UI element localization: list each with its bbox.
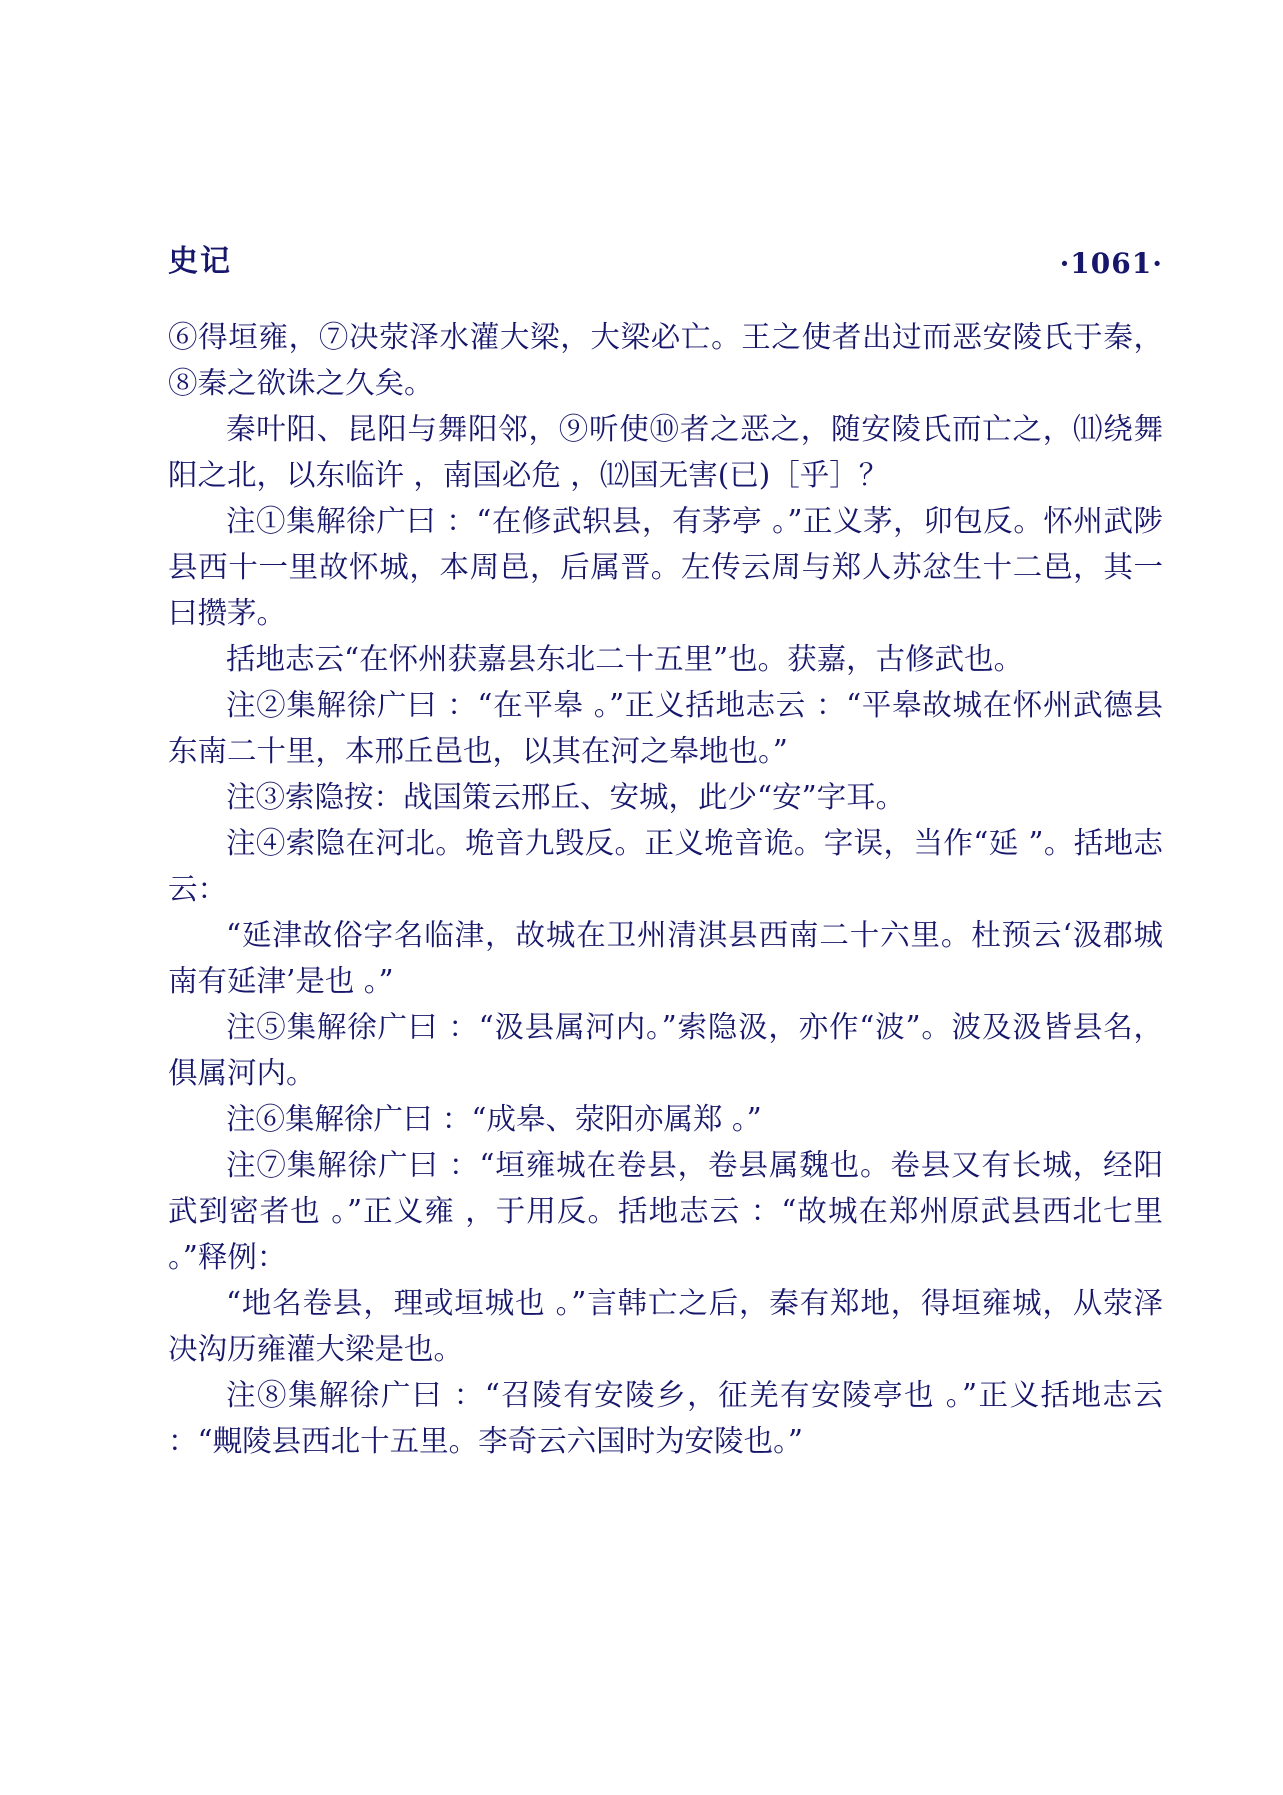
page-number: ·1061· — [1059, 247, 1163, 280]
paragraph: 注①集解徐广曰 ：“在修武轵县，有茅亭 。”正义茅，卯包反。怀州武陟县西十一里故怀城，本周邑，后属晋。左传云周与郑人苏忿生十二邑，其一曰攒茅。 — [168, 504, 1163, 630]
paragraph: ⑥得垣雍，⑦决荥泽水灌大梁，大梁必亡。王之使者出过而恶安陵氏于秦，⑧秦之欲诛之久矣。 — [168, 320, 1163, 400]
paragraph: 注⑦集解徐广曰 ：“垣雍城在卷县，卷县属魏也。卷县又有长城，经阳武到密者也 。”正义雍 ，于用反。括地志云 ：“故城在郑州原武县西北七里 。”释例： — [168, 1148, 1163, 1274]
paragraph: 注②集解徐广曰 ：“在平皋 。”正义括地志云 ：“平皋故城在怀州武德县东南二十里，本邢丘邑也，以其在河之皋地也。” — [168, 688, 1163, 768]
paragraph: 注③索隐按：战国策云邢丘、安城，此少“安”字耳。 — [226, 780, 906, 814]
page-body — [168, 314, 1163, 1464]
paragraph: 注④索隐在河北。垝音九毁反。正义垝音诡。字误，当作“延 ”。括地志云： — [168, 826, 1163, 906]
paragraph: 括地志云“在怀州获嘉县东北二十五里”也。获嘉，古修武也。 — [226, 642, 1024, 676]
book-title: 史记 — [168, 244, 232, 279]
paragraph: 注⑧集解徐广曰 ：“召陵有安陵乡，征羌有安陵亭也 。”正义括地志云 ：“覥陵县西北十五里。李奇云六国时为安陵也。” — [168, 1378, 1163, 1458]
paragraph: 秦叶阳、昆阳与舞阳邻，⑨听使⑩者之恶之，随安陵氏而亡之，⑾绕舞阳之北，以东临许 ，南国必危 ，⑿国无害(已)［乎］？ — [168, 412, 1163, 492]
paragraph: 注⑥集解徐广曰 ：“成皋、荥阳亦属郑 。” — [226, 1102, 762, 1136]
paragraph: “延津故俗字名临津，故城在卫州清淇县西南二十六里。杜预云‘汲郡城南有延津’是也 。” — [168, 918, 1163, 998]
page-header — [168, 236, 1163, 280]
paragraph: 注⑤集解徐广曰 ：“汲县属河内。”索隐汲，亦作“波”。波及汲皆县名，俱属河内。 — [168, 1010, 1163, 1090]
paragraph: “地名卷县，理或垣城也 。”言韩亡之后，秦有郑地，得垣雍城，从荥泽决沟历雍灌大梁是也。 — [168, 1286, 1163, 1366]
